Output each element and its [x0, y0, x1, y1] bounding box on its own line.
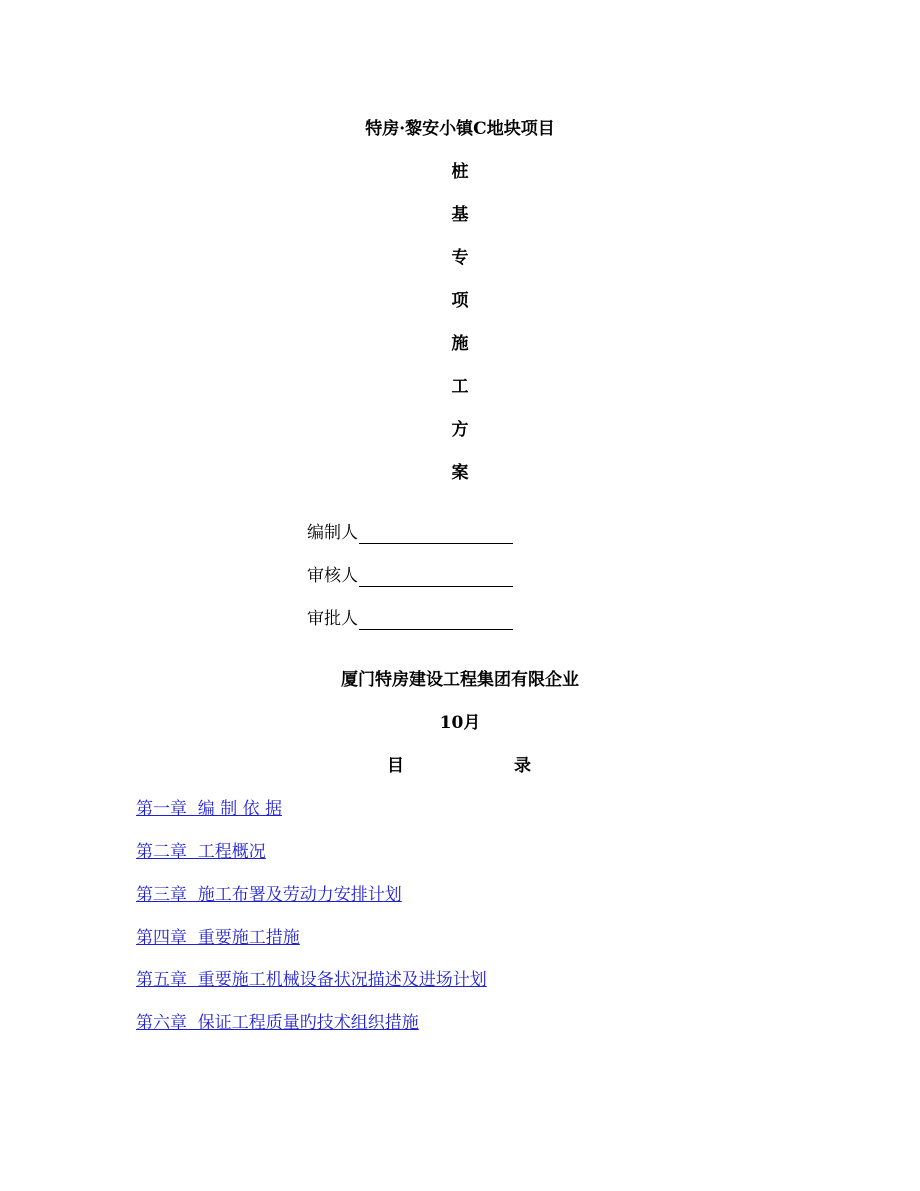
- signature-blank-line: [359, 611, 513, 630]
- company-name: 厦门特房建设工程集团有限企业: [341, 670, 579, 690]
- signature-label: 审批人: [307, 609, 358, 629]
- project-title: 特房·黎安小镇C地块项目: [365, 119, 555, 139]
- vertical-title-char: 施: [451, 334, 469, 354]
- toc-link-chapter-4[interactable]: 第四章 重要施工措施: [136, 928, 300, 948]
- toc-link-chapter-1[interactable]: 第一章 编 制 依 据: [136, 799, 283, 819]
- signature-compiler: [307, 522, 513, 544]
- toc-title-right: 录: [514, 756, 531, 776]
- vertical-title-char: 方: [451, 420, 469, 440]
- toc-title-left: 目: [387, 756, 404, 776]
- signature-reviewer: [307, 565, 513, 587]
- document-date: 10月: [439, 713, 481, 733]
- toc-link-chapter-6[interactable]: 第六章 保证工程质量旳技术组织措施: [136, 1013, 419, 1033]
- vertical-title-char: 案: [451, 463, 469, 483]
- signature-blank-line: [359, 525, 513, 544]
- vertical-title-char: 桩: [451, 162, 469, 182]
- vertical-title-char: 工: [451, 377, 469, 397]
- signature-blank-line: [359, 568, 513, 587]
- vertical-title-char: 项: [451, 291, 469, 311]
- toc-link-chapter-2[interactable]: 第二章 工程概况: [136, 842, 266, 862]
- toc-link-chapter-5[interactable]: 第五章 重要施工机械设备状况描述及进场计划: [136, 970, 487, 990]
- vertical-title-char: 基: [451, 205, 469, 225]
- signature-approver: [307, 608, 513, 630]
- vertical-title-char: 专: [451, 248, 469, 268]
- toc-link-chapter-3[interactable]: 第三章 施工布署及劳动力安排计划: [136, 885, 402, 905]
- signature-label: 审核人: [307, 566, 358, 586]
- signature-label: 编制人: [307, 523, 358, 543]
